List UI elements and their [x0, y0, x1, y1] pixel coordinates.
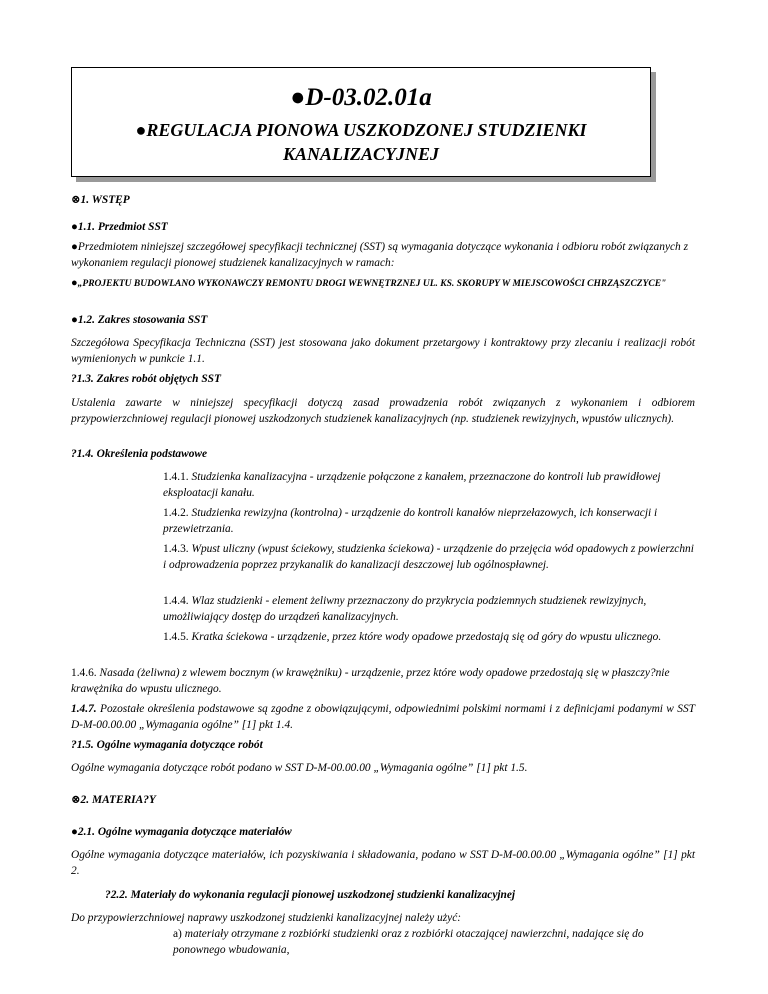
- section-1-1-para: ●Przedmiotem niniejszej szczegółowej specyfikacji technicznej (SST) są wymagania dotyczące wykonania i odbioru robót związanych z wykonaniem regulacji pionowej studzienek kanalizacyjnych w ramach:: [71, 241, 689, 269]
- section-2-1-heading: ●2.1. Ogólne wymagania dotyczące materiałów: [71, 826, 292, 838]
- section-1-5-heading: ?1.5. Ogólne wymagania dotyczące robót: [71, 739, 263, 751]
- section-1-4-heading: ?1.4. Określenia podstawowe: [71, 448, 208, 460]
- section-1-2-para: Szczegółowa Specyfikacja Techniczna (SST) jest stosowana jako dokument przetargowy i kontraktowy przy zlecaniu i realizacji robót wymienionych w punkcie 1.1.: [71, 337, 695, 365]
- section-2-1-para: Ogólne wymagania dotyczące materiałów, ich pozyskiwania i składowania, podano w SST D-M-00.00.00 „Wymagania ogólne” [1] pkt 2.: [71, 849, 695, 877]
- definition-item: 1.4.4. Wlaz studzienki - element żeliwny przeznaczony do przykrycia podziemnych studzienek rewizyjnych, umożliwiający dostęp do urządzeń kanalizacyjnych.: [163, 595, 647, 623]
- section-1-3-para: Ustalenia zawarte w niniejszej specyfikacji dotyczą zasad prowadzenia robót związanych z wykonaniem i odbiorem przypowierzchniowej regulacji pionowej uszkodzonych studzienek kanalizacyjnych (np. studzienek rewizyjnych, wpustów ulicznych).: [71, 397, 695, 425]
- section-1-5-para: Ogólne wymagania dotyczące robót podano w SST D-M-00.00.00 „Wymagania ogólne” [1] pkt 1.5.: [71, 762, 528, 774]
- section-1-heading: ⊗1. WSTĘP: [71, 194, 130, 206]
- definition-item: 1.4.7. Pozostałe określenia podstawowe są zgodne z obowiązującymi, odpowiednimi polskimi normami i z definicjami podanymi w SST D-M-00.00.00 „Wymagania ogólne” [1] pkt 1.4.: [71, 703, 695, 731]
- bullet-icon: ●: [71, 221, 78, 233]
- bullet-icon: ●: [135, 120, 147, 140]
- bullet-icon: ●: [71, 826, 78, 838]
- bullet-icon: ●: [290, 84, 306, 111]
- section-1-2-heading: ●1.2. Zakres stosowania SST: [71, 314, 208, 326]
- definition-item: 1.4.3. Wpust uliczny (wpust ściekowy, studzienka ściekowa) - urządzenie do przejęcia wód opadowych z powierzchni i odprowadzenia poprzez przykanalik do kanalizacji deszczowej lub ogólnospławnej.: [163, 543, 694, 571]
- section-1-1-heading: ●1.1. Przedmiot SST: [71, 221, 168, 233]
- definition-item: 1.4.1. Studzienka kanalizacyjna - urządzenie połączone z kanałem, przeznaczone do kontroli lub prawidłowej eksploatacji kanału.: [163, 471, 661, 499]
- section-2-heading: ⊗2. MATERIA?Y: [71, 794, 156, 806]
- definition-item: 1.4.2. Studzienka rewizyjna (kontrolna) - urządzenie do kontroli kanałów nieprzełazowych, ich konserwacji i przewietrzania.: [163, 507, 658, 535]
- spec-title: ●REGULACJA PIONOWA USZKODZONEJ STUDZIENKI KANALIZACYJNEJ: [135, 120, 587, 164]
- section-icon: ⊗: [71, 794, 81, 806]
- section-1-3-heading: ?1.3. Zakres robót objętych SST: [71, 373, 221, 385]
- section-2-2-para: Do przypowierzchniowej naprawy uszkodzonej studzienki kanalizacyjnej należy użyć:: [71, 912, 462, 924]
- section-2-2-heading: ?2.2. Materiały do wykonania regulacji pionowej uszkodzonej studzienki kanalizacyjnej: [105, 889, 516, 901]
- bullet-icon: ●: [71, 277, 78, 289]
- definition-item: 1.4.5. Kratka ściekowa - urządzenie, przez które wody opadowe przedostają się od góry do wpustu ulicznego.: [163, 631, 662, 643]
- spec-code: ●D-03.02.01a: [290, 84, 432, 111]
- bullet-icon: ●: [71, 241, 78, 253]
- bullet-icon: ●: [71, 314, 78, 326]
- list-item: a) materiały otrzymane z rozbiórki studzienki oraz z rozbiórki otaczającej nawierzchni, nadające się do ponownego wbudowania,: [173, 928, 644, 956]
- title-frame: [71, 67, 651, 177]
- definition-item: 1.4.6. Nasada (żeliwna) z wlewem bocznym (w krawężniku) - urządzenie, przez które wody opadowe przedostają się w płaszczy?nie krawężnika do wpustu ulicznego.: [71, 667, 670, 695]
- section-icon: ⊗: [71, 194, 81, 206]
- project-name: ●„PROJEKTU BUDOWLANO WYKONAWCZY REMONTU DROGI WEWNĘTRZNEJ UL. KS. SKORUPY W MIEJSCOWOŚCI CHRZĄSZCZYCE": [71, 277, 667, 289]
